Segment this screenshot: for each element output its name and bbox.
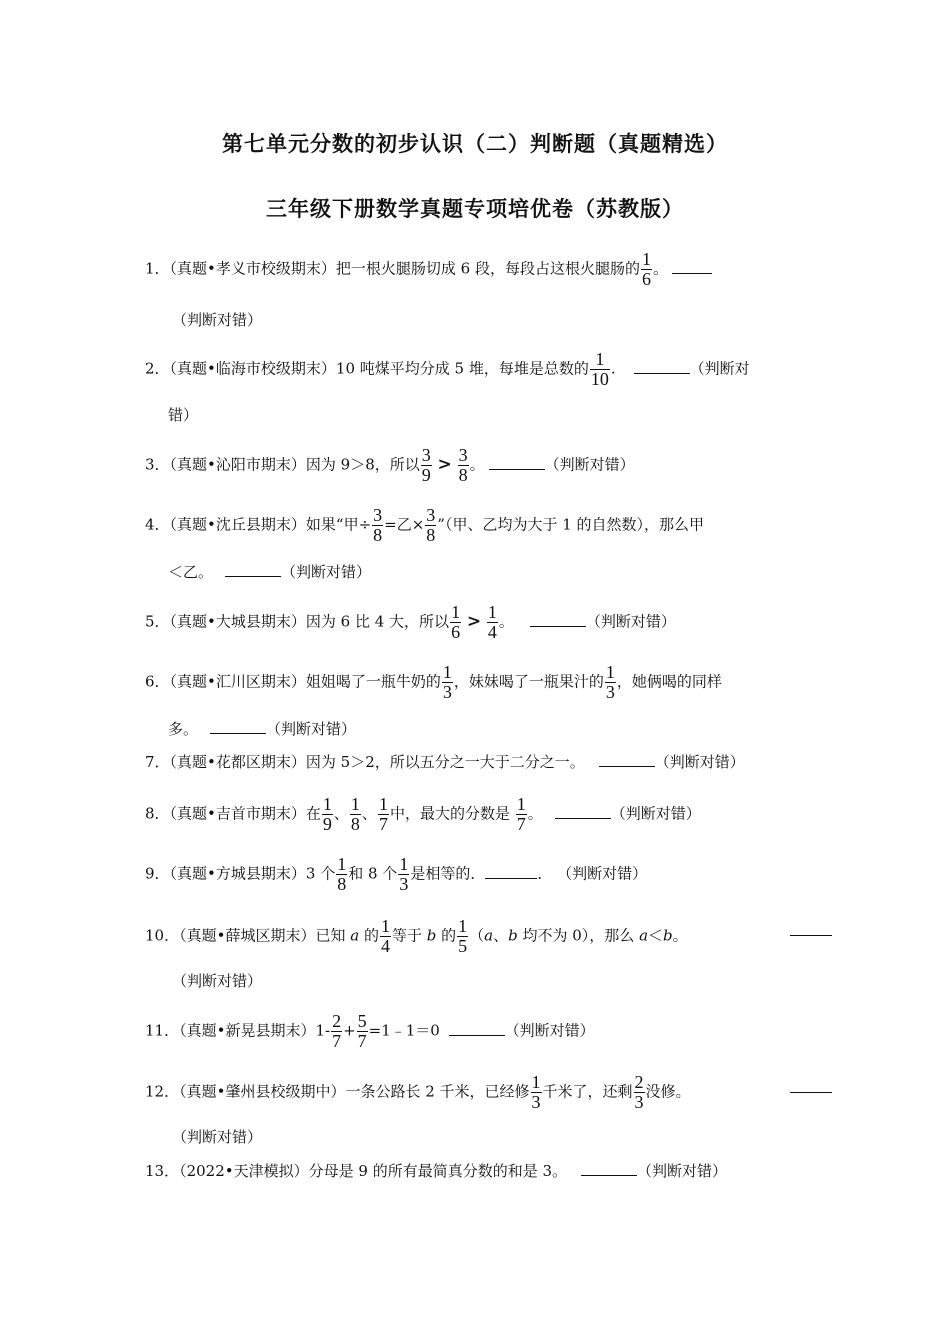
answer-blank[interactable]: [485, 864, 537, 879]
judge-label: （判断对错）: [172, 972, 263, 990]
fraction: $\frac{5}{7}$: [357, 1011, 367, 1051]
question-number: 9．: [145, 864, 170, 883]
question-number: 11．: [145, 1021, 180, 1040]
answer-blank[interactable]: [599, 752, 655, 767]
fraction: $\frac{1}{3}$: [531, 1072, 541, 1112]
page-subtitle: 三年级下册数学真题专项培优卷（苏教版）: [266, 197, 684, 221]
question-4: 4．（真题•沈丘县期末）如果“甲÷ $\frac{3}{8}$ =乙× $\frac{3}{8}$ ”（甲、乙均为大于 1 的自然数），那么甲: [145, 505, 705, 545]
fraction: [641, 250, 652, 289]
fraction: $\frac{1}{7}$: [516, 794, 526, 834]
question-number: 13．: [145, 1162, 180, 1180]
question-text: 。: [652, 259, 668, 278]
question-number: 10．: [145, 926, 180, 945]
question-text: （真题•沁阳市期末）因为 9＞8，所以: [169, 455, 420, 474]
answer-blank[interactable]: [210, 719, 266, 734]
question-text: （2022•天津模拟）分母是 9 的所有最简真分数的和是 3。: [179, 1162, 568, 1180]
question-number: 2．: [145, 359, 170, 378]
answer-blank[interactable]: [225, 562, 281, 577]
question-6-cont: 多。 （判断对错）: [168, 720, 357, 738]
answer-blank[interactable]: [634, 359, 690, 374]
question-text: （真题•花都区期末）因为 5＞2，所以五分之一大于二分之一。: [169, 753, 585, 771]
question-2: 2．（真题•临海市校级期末）10 吨煤平均分成 5 堆，每堆是总数的 $\frac{1}{10}$ . （判断对: [145, 349, 750, 389]
answer-blank[interactable]: [555, 804, 611, 819]
judge-label: （判断对错）: [172, 311, 263, 329]
question-number: 4．: [145, 515, 170, 534]
page-title: 第七单元分数的初步认识（二）判断题（真题精选）: [222, 132, 728, 156]
fraction: $\frac{1}{9}$: [322, 794, 332, 834]
question-3: 3．（真题•沁阳市期末）因为 9＞8，所以 $\frac{3}{9}$ > $\frac{3}{8}$ 。 （判断对错）: [145, 445, 635, 485]
answer-blank[interactable]: [581, 1161, 637, 1176]
question-6: 6．（真题•汇川区期末）姐姐喝了一瓶牛奶的 $\frac{1}{3}$ ，妹妹喝了一瓶果汁的 $\frac{1}{3}$ ，她俩喝的同样: [145, 662, 722, 702]
fraction: $\frac{1}{3}$: [442, 662, 452, 702]
question-9: 9．（真题•方城县期末）3 个 $\frac{1}{8}$ 和 8 个 $\frac{1}{3}$ 是相等的． ． （判断对错）: [145, 854, 648, 894]
question-text: （真题•方城县期末）3 个: [169, 864, 336, 883]
fraction: $\frac{2}{3}$: [634, 1072, 644, 1112]
fraction: $\frac{1}{7}$: [378, 794, 388, 834]
fraction: $\frac{1}{3}$: [399, 854, 409, 894]
question-number: 7．: [145, 753, 170, 771]
question-12: 12．（真题•肇州县校级期中）一条公路长 2 千米，已经修 $\frac{1}{3}$ 千米了，还剩 $\frac{2}{3}$ 没修。: [145, 1072, 691, 1112]
question-5: 5．（真题•大城县期末）因为 6 比 4 大，所以 $\frac{1}{6}$ > $\frac{1}{4}$ 。 （判断对错）: [145, 602, 676, 642]
question-text: （真题•吉首市期末）在: [169, 804, 321, 823]
fraction: $\frac{1}{8}$: [337, 854, 347, 894]
denominator: 6: [641, 269, 651, 289]
answer-blank[interactable]: [790, 1078, 832, 1093]
question-text: （真题•孝义市校级期末）把一根火腿肠切成 6 段，每段占这根火腿肠的: [169, 259, 640, 278]
question-number: 3．: [145, 455, 170, 474]
fraction: $\frac{3}{9}$: [421, 445, 431, 485]
question-7: 7．（真题•花都区期末）因为 5＞2，所以五分之一大于二分之一。 （判断对错）: [145, 753, 745, 771]
fraction: $\frac{1}{8}$: [350, 794, 360, 834]
judge-label: （判断对错）: [172, 1128, 263, 1146]
fraction: [590, 350, 610, 389]
fraction: $\frac{3}{8}$: [373, 505, 383, 545]
judge-label-cont: 错）: [168, 406, 199, 424]
question-11: 11．（真题•新晃县期末）1- $\frac{2}{7}$ + $\frac{5}{7}$ =1﹣1＝0 （判断对错）: [145, 1011, 595, 1051]
fraction: $\frac{1}{3}$: [605, 662, 615, 702]
question-number: 6．: [145, 672, 170, 691]
denominator: 10: [590, 369, 609, 389]
question-13: 13．（2022•天津模拟）分母是 9 的所有最简真分数的和是 3。 （判断对错）: [145, 1162, 728, 1180]
fraction: $\frac{1}{4}$: [380, 916, 390, 956]
answer-blank[interactable]: [489, 455, 545, 470]
question-number: 1．: [145, 259, 170, 278]
fraction: $\frac{2}{7}$: [332, 1011, 342, 1051]
fraction: $\frac{3}{8}$: [458, 445, 468, 485]
question-text: （真题•大城县期末）因为 6 比 4 大，所以: [169, 612, 450, 631]
fraction: $\frac{1}{6}$: [451, 602, 461, 642]
question-10: 10．（真题•薛城区期末）已知 a 的 $\frac{1}{4}$ 等于 b 的 $\frac{1}{5}$ （a、b 均不为 0），那么 a＜b。: [145, 916, 688, 956]
answer-blank[interactable]: [449, 1021, 505, 1036]
question-text: （真题•沈丘县期末）如果“甲÷: [169, 515, 372, 534]
question-8: 8．（真题•吉首市期末）在 $\frac{1}{9}$ 、 $\frac{1}{8}$ 、 $\frac{1}{7}$ 中，最大的分数是 $\frac{1}{7}$ 。 （判断对错）: [145, 794, 701, 834]
question-1: [145, 250, 712, 289]
greater-than: >: [466, 611, 482, 632]
greater-than: >: [437, 454, 452, 475]
fraction: $\frac{1}{4}$: [487, 602, 497, 642]
answer-blank[interactable]: [530, 612, 586, 627]
question-4-cont: ＜乙。 （判断对错）: [168, 563, 372, 581]
question-text: （真题•临海市校级期末）10 吨煤平均分成 5 堆，每堆是总数的: [169, 359, 589, 378]
question-text: （真题•新晃县期末）1-: [179, 1021, 331, 1040]
fraction: $\frac{3}{8}$: [426, 505, 436, 545]
fraction: $\frac{1}{5}$: [458, 916, 468, 956]
question-number: 12．: [145, 1082, 180, 1101]
numerator: 1: [641, 249, 651, 269]
question-text: （真题•肇州县校级期中）一条公路长 2 千米，已经修: [179, 1082, 530, 1101]
question-text: .: [610, 359, 616, 378]
numerator: 1: [595, 349, 605, 369]
question-number: 5．: [145, 612, 170, 631]
answer-blank[interactable]: [672, 259, 712, 274]
question-number: 8．: [145, 804, 170, 823]
answer-blank[interactable]: [790, 921, 832, 936]
question-text: （真题•汇川区期末）姐姐喝了一瓶牛奶的: [169, 672, 441, 691]
